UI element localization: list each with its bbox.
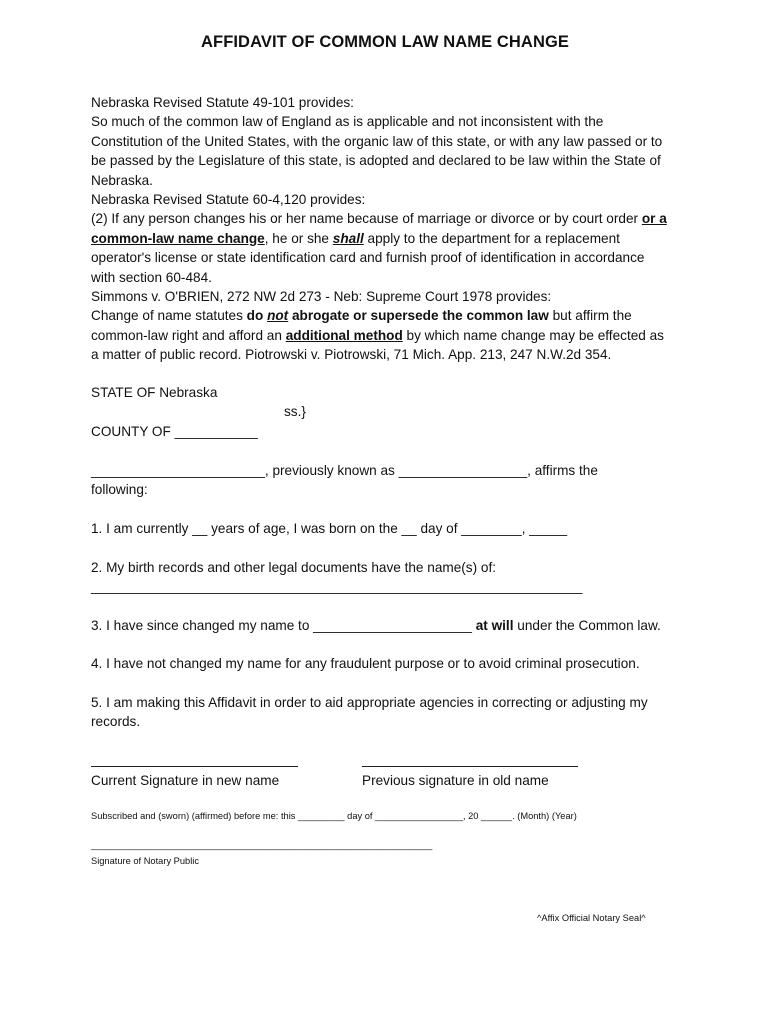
- previous-signature-line: [362, 766, 578, 767]
- emphasis-text: common-law name change: [91, 230, 265, 246]
- notary-seal-note: ^Affix Official Notary Seal^: [537, 913, 646, 923]
- current-signature-line: [91, 766, 298, 767]
- emphasis-text: shall: [332, 230, 364, 246]
- item-5-purpose: 5. I am making this Affidavit in order to aid appropriate agencies in correcting or adjusting my: [91, 695, 648, 710]
- emphasis-text: not: [267, 308, 289, 324]
- text-run: Change of name statutes: [91, 308, 247, 324]
- statute-line: So much of the common law of England as is applicable and not inconsistent with the: [91, 114, 604, 130]
- item-1-age: 1. I am currently __ years of age, I was born on the __ day of ________, _____: [91, 521, 568, 536]
- text-run: by which name change may be effected as: [402, 327, 664, 343]
- text-run: apply to the department for a replacement: [363, 230, 620, 246]
- item-5-purpose-cont: records.: [91, 714, 141, 729]
- statute-line: [91, 326, 691, 345]
- affirmant-following: following:: [91, 482, 148, 497]
- emphasis-text: or a: [641, 211, 667, 227]
- venue-state: STATE OF Nebraska: [91, 385, 218, 400]
- statute-line: [91, 306, 691, 325]
- notary-signature-label: Signature of Notary Public: [91, 856, 200, 866]
- statute-line: be passed by the Legislature of this state, is adopted and declared to be law within the State of: [91, 153, 661, 169]
- item-2-blank-line: _________________________________________________________________: [91, 579, 583, 594]
- text-run: , he or she: [264, 230, 333, 246]
- text-run: common-law right and afford an: [91, 327, 286, 343]
- statute-line: Nebraska Revised Statute 60-4,120 provides:: [91, 191, 366, 207]
- text-run: 3. I have since changed my name to _____________________: [91, 618, 476, 633]
- affirmant-name-line: _______________________, previously known as _________________, affirms the: [91, 463, 598, 478]
- emphasis-text: abrogate or supersede the common law: [288, 308, 549, 324]
- notary-signature-line: __________________________________________________________________: [91, 840, 433, 850]
- statute-line: a matter of public record. Piotrowski v. Piotrowski, 71 Mich. App. 213, 247 N.W.2d 354.: [91, 347, 612, 363]
- previous-signature-label: Previous signature in old name: [362, 773, 549, 788]
- emphasis-text: additional method: [285, 327, 403, 343]
- statute-line: Constitution of the United States, with the organic law of this state, or with any law passed or to: [91, 133, 663, 149]
- text-run: (2) If any person changes his or her name because of marriage or divorce or by court order: [91, 211, 642, 227]
- item-4-no-fraud: 4. I have not changed my name for any fraudulent purpose or to avoid criminal prosecution.: [91, 656, 640, 671]
- statute-line: [91, 229, 691, 248]
- item-2-birth-records: 2. My birth records and other legal documents have the name(s) of:: [91, 560, 496, 575]
- document-title: AFFIDAVIT OF COMMON LAW NAME CHANGE: [201, 33, 569, 51]
- statute-line: operator's license or state identification card and furnish proof of identification in accordance: [91, 250, 645, 266]
- item-3-name-change: [91, 616, 661, 635]
- venue-ss: ss.}: [284, 404, 306, 419]
- venue-county: COUNTY OF ___________: [91, 424, 258, 439]
- text-run: under the Common law.: [513, 618, 661, 633]
- statute-line: Nebraska.: [91, 172, 153, 188]
- statute-line: Simmons v. O'BRIEN, 272 NW 2d 273 - Neb: Supreme Court 1978 provides:: [91, 288, 552, 304]
- text-run: but affirm the: [548, 308, 632, 324]
- current-signature-label: Current Signature in new name: [91, 773, 280, 788]
- statute-line: Nebraska Revised Statute 49-101 provides:: [91, 95, 354, 110]
- statute-line: with section 60-484.: [91, 269, 212, 285]
- emphasis-text: at will: [475, 618, 514, 633]
- notary-subscribed-line: Subscribed and (sworn) (affirmed) before me: this _________ day of _________________, 20 ______. (Month) (Year): [91, 811, 577, 821]
- statute-line: [91, 209, 691, 228]
- statute-text: [91, 93, 691, 364]
- emphasis-text: do: [246, 308, 268, 324]
